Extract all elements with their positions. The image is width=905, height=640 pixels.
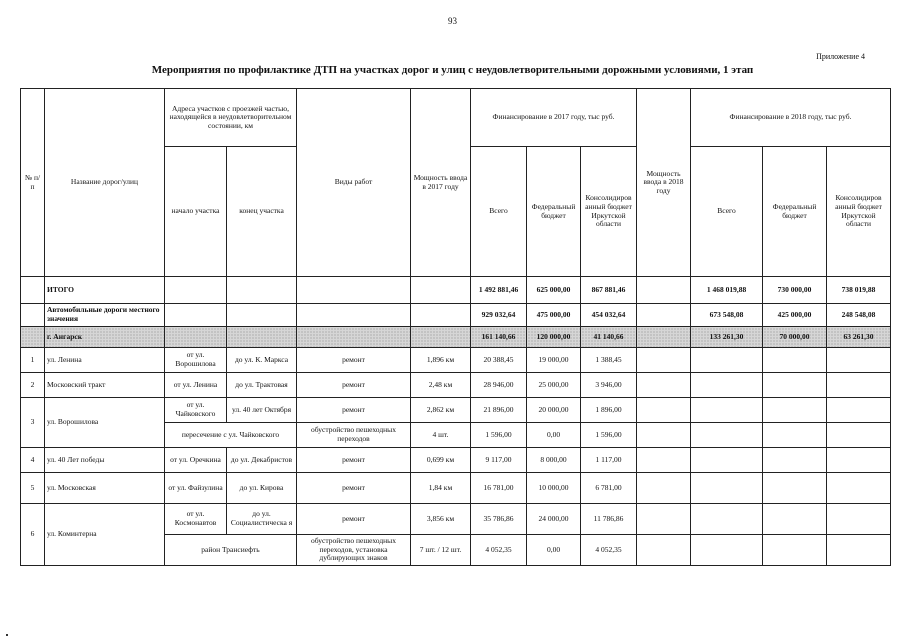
summary-row-city: [21, 327, 891, 348]
section-start: от ул. Чайковского: [165, 398, 227, 423]
work-type: ремонт: [297, 373, 411, 398]
measures-table: [20, 88, 891, 566]
header-work-types: Виды работ: [297, 89, 411, 277]
row-number: 5: [21, 473, 45, 504]
work-type: ремонт: [297, 504, 411, 535]
header-total-2018: Всего: [691, 147, 763, 277]
cell-empty: [21, 277, 45, 304]
row-number: 2: [21, 373, 45, 398]
table-row: [21, 373, 891, 398]
capacity-2017: 1,84 км: [411, 473, 471, 504]
summary-consolidated-2017: 867 881,46: [581, 277, 637, 304]
capacity-2017: 2,48 км: [411, 373, 471, 398]
section-location: район Трансиефть: [165, 535, 297, 566]
consolidated-2017: 6 781,00: [581, 473, 637, 504]
consolidated-2017: 3 946,00: [581, 373, 637, 398]
federal-2017: 25 000,00: [527, 373, 581, 398]
section-start: от ул. Файзулина: [165, 473, 227, 504]
federal-2017: 8 000,00: [527, 448, 581, 473]
summary-federal-2018: 730 000,00: [763, 277, 827, 304]
summary-consolidated-2018: 738 019,88: [827, 277, 891, 304]
summary-total-2018: 673 548,08: [691, 304, 763, 327]
work-type: ремонт: [297, 473, 411, 504]
total-2017: 21 896,00: [471, 398, 527, 423]
section-end: до ул. Социалистическа я: [227, 504, 297, 535]
road-name: ул. Ленина: [45, 348, 165, 373]
row-number: 6: [21, 504, 45, 566]
summary-label: Автомобильные дороги местного значения: [45, 304, 165, 327]
summary-total-2017: 161 140,66: [471, 327, 527, 348]
capacity-2017: 7 шт. / 12 шт.: [411, 535, 471, 566]
header-total-2017: Всего: [471, 147, 527, 277]
capacity-2017: 3,856 км: [411, 504, 471, 535]
capacity-2017: 2,862 км: [411, 398, 471, 423]
total-2017: 28 946,00: [471, 373, 527, 398]
consolidated-2017: 1 596,00: [581, 423, 637, 448]
header-financing-2017: Финансирование в 2017 году, тыс руб.: [471, 89, 637, 147]
total-2017: 35 786,86: [471, 504, 527, 535]
header-end: конец участка: [227, 147, 297, 277]
summary-federal-2018: 70 000,00: [763, 327, 827, 348]
header-federal-2018: Федеральный бюджет: [763, 147, 827, 277]
table-row: [21, 504, 891, 535]
federal-2017: 24 000,00: [527, 504, 581, 535]
row-number: 3: [21, 398, 45, 448]
header-road-name: Название дорог/улиц: [45, 89, 165, 277]
section-end: до ул. Декабристов: [227, 448, 297, 473]
capacity-2017: 4 шт.: [411, 423, 471, 448]
federal-2017: 20 000,00: [527, 398, 581, 423]
document-title: Мероприятия по профилактике ДТП на участках дорог и улиц с неудовлетворительными дорожными условиями, 1 этап: [151, 64, 754, 76]
table-row: [21, 473, 891, 504]
header-capacity-2018: Мощность ввода в 2018 году: [637, 89, 691, 277]
road-name: Московский тракт: [45, 373, 165, 398]
summary-consolidated-2018: 248 548,08: [827, 304, 891, 327]
work-type: ремонт: [297, 398, 411, 423]
row-number: 4: [21, 448, 45, 473]
capacity-2017: 1,896 км: [411, 348, 471, 373]
header-financing-2018: Финансирование в 2018 году, тыс руб.: [691, 89, 891, 147]
summary-row-local-roads: [21, 304, 891, 327]
summary-total-2017: 929 032,64: [471, 304, 527, 327]
total-2017: 4 052,35: [471, 535, 527, 566]
section-end: до ул. Кирова: [227, 473, 297, 504]
capacity-2017: 0,699 км: [411, 448, 471, 473]
scan-speck: [6, 634, 8, 636]
consolidated-2017: 11 786,86: [581, 504, 637, 535]
section-start: от ул. Ленина: [165, 373, 227, 398]
consolidated-2017: 1 896,00: [581, 398, 637, 423]
total-2017: 9 117,00: [471, 448, 527, 473]
summary-federal-2018: 425 000,00: [763, 304, 827, 327]
summary-consolidated-2017: 454 032,64: [581, 304, 637, 327]
federal-2017: 19 000,00: [527, 348, 581, 373]
total-2017: 1 596,00: [471, 423, 527, 448]
summary-total-2018: 133 261,30: [691, 327, 763, 348]
work-type: ремонт: [297, 348, 411, 373]
summary-label: г. Ангарск: [45, 327, 165, 348]
summary-row-total: [21, 277, 891, 304]
summary-consolidated-2018: 63 261,30: [827, 327, 891, 348]
header-addresses: Адреса участков с проезжей частью, находящейся в неудовлетворительном состоянии, км: [165, 89, 297, 147]
section-end: до ул. Трактовая: [227, 373, 297, 398]
header-consolidated-2018: Консолидиров анный бюджет Иркутской области: [827, 147, 891, 277]
appendix-label: Приложение 4: [816, 52, 865, 61]
header-num: № п/п: [21, 89, 45, 277]
header-consolidated-2017: Консолидиров анный бюджет Иркутской области: [581, 147, 637, 277]
consolidated-2017: 4 052,35: [581, 535, 637, 566]
federal-2017: 0,00: [527, 423, 581, 448]
section-end: ул. 40 лет Октября: [227, 398, 297, 423]
work-type: ремонт: [297, 448, 411, 473]
header-row-1: [21, 89, 891, 147]
table-row: [21, 348, 891, 373]
header-federal-2017: Федеральный бюджет: [527, 147, 581, 277]
header-start: начало участка: [165, 147, 227, 277]
road-name: ул. Ворошилова: [45, 398, 165, 448]
summary-total-2018: 1 468 019,88: [691, 277, 763, 304]
summary-label: ИТОГО: [45, 277, 165, 304]
section-end: до ул. К. Маркса: [227, 348, 297, 373]
page-number: 93: [448, 16, 457, 26]
federal-2017: 0,00: [527, 535, 581, 566]
federal-2017: 10 000,00: [527, 473, 581, 504]
total-2017: 20 388,45: [471, 348, 527, 373]
summary-federal-2017: 120 000,00: [527, 327, 581, 348]
section-start: от ул. Оречкина: [165, 448, 227, 473]
road-name: ул. Коминтерна: [45, 504, 165, 566]
summary-federal-2017: 475 000,00: [527, 304, 581, 327]
total-2017: 16 781,00: [471, 473, 527, 504]
row-number: 1: [21, 348, 45, 373]
summary-federal-2017: 625 000,00: [527, 277, 581, 304]
section-start: от ул. Космонавтов: [165, 504, 227, 535]
work-type: обустройство пешеходных переходов: [297, 423, 411, 448]
consolidated-2017: 1 388,45: [581, 348, 637, 373]
section-location: пересечение с ул. Чайковского: [165, 423, 297, 448]
summary-consolidated-2017: 41 140,66: [581, 327, 637, 348]
summary-total-2017: 1 492 881,46: [471, 277, 527, 304]
road-name: ул. 40 Лет победы: [45, 448, 165, 473]
road-name: ул. Московская: [45, 473, 165, 504]
table-row: [21, 448, 891, 473]
header-capacity-2017: Мощность ввода в 2017 году: [411, 89, 471, 277]
section-start: от ул. Ворошилова: [165, 348, 227, 373]
consolidated-2017: 1 117,00: [581, 448, 637, 473]
table-row: [21, 398, 891, 423]
work-type: обустройство пешеходных переходов, установка дублирующих знаков: [297, 535, 411, 566]
